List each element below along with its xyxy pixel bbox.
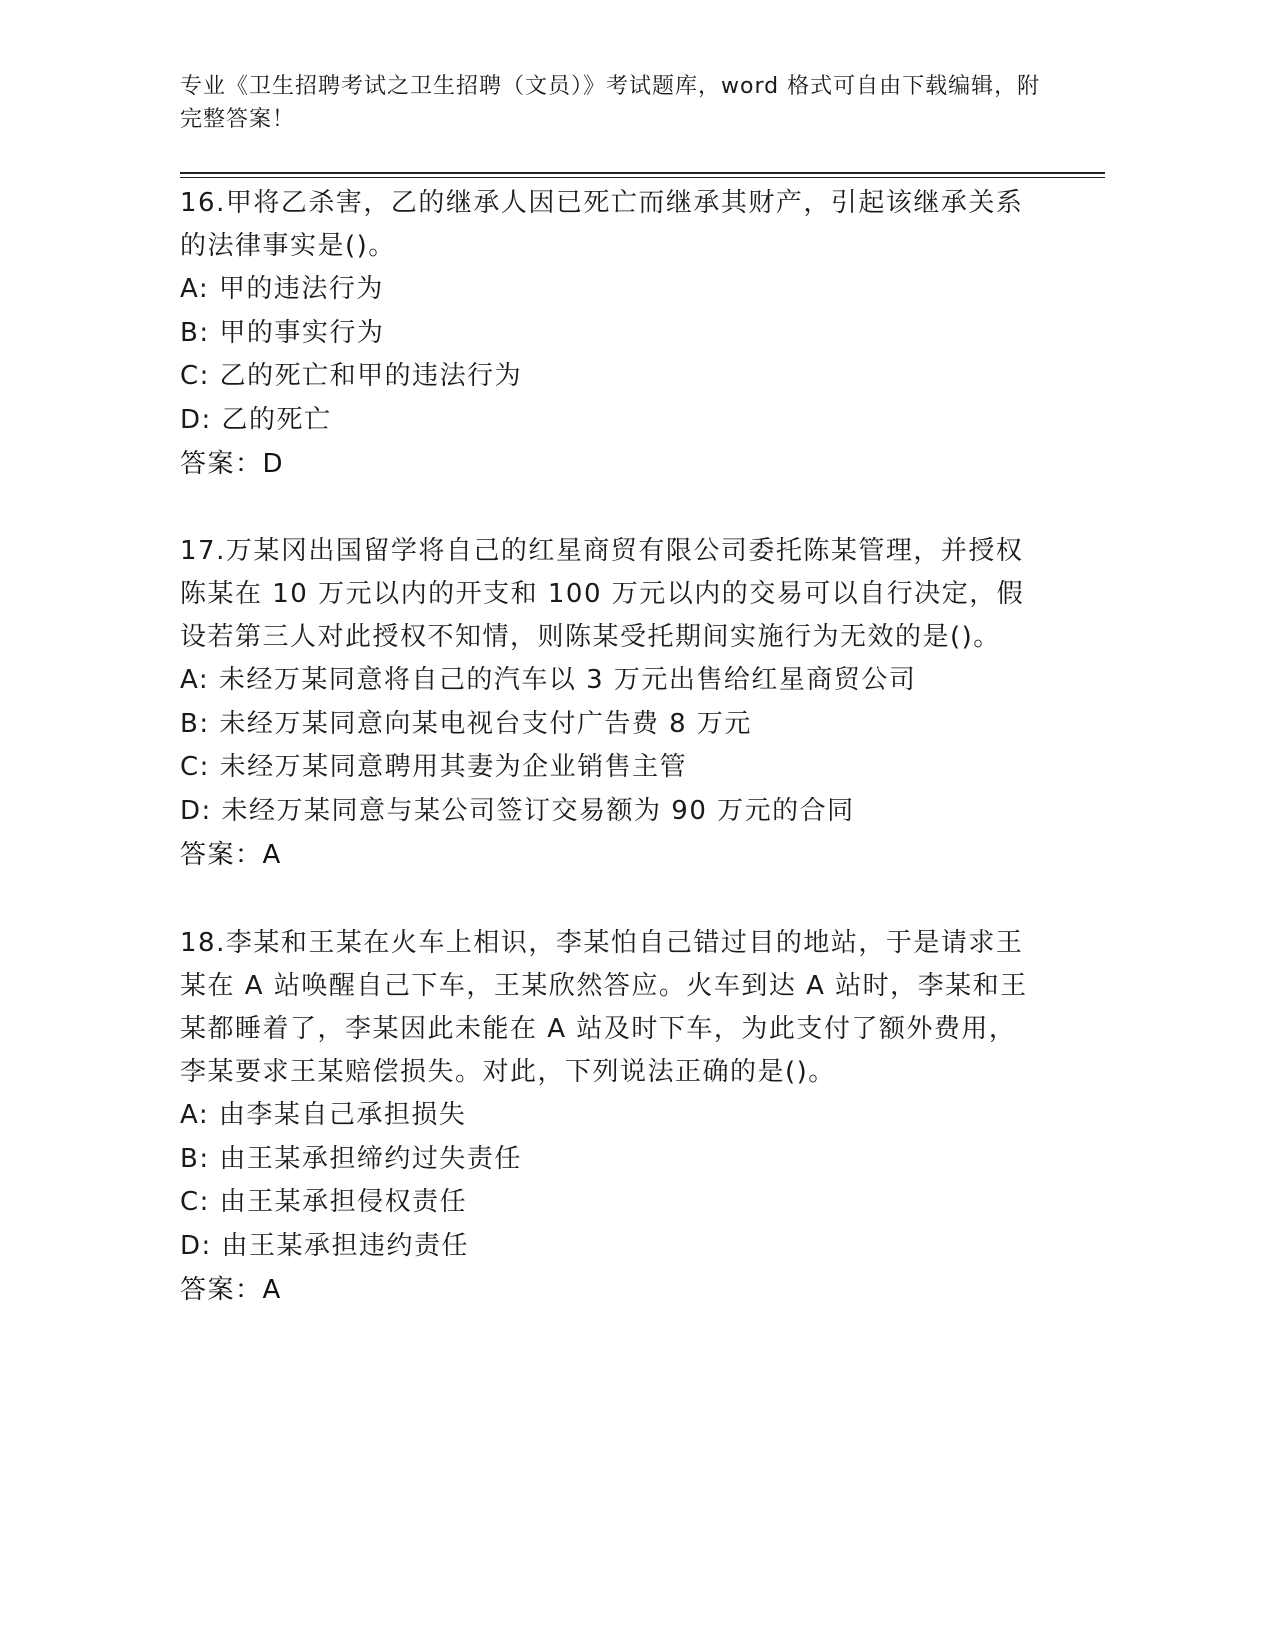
- question-stem: 17.万某冈出国留学将自己的红星商贸有限公司委托陈某管理，并授权陈某在 10 万元以内的开支和 100 万元以内的交易可以自行决定，假设若第三人对此授权不知情，则陈某受托期间实施行为无效的是()。: [180, 536, 1025, 652]
- question-stem: 16.甲将乙杀害，乙的继承人因已死亡而继承其财产，引起该继承关系的法律事实是()。: [180, 188, 1024, 261]
- option-d: D: 未经万某同意与某公司签订交易额为 90 万元的合同: [180, 795, 855, 826]
- option-b: B: 未经万某同意向某电视台支付广告费 8 万元: [180, 708, 752, 739]
- question-17: [180, 530, 1040, 877]
- answer: 答案：A: [180, 840, 282, 870]
- option-a: A: 由李某自己承担损失: [180, 1100, 467, 1130]
- question-stem: 18.李某和王某在火车上相识，李某怕自己错过目的地站，于是请求王某在 A 站唤醒自己下车，王某欣然答应。火车到达 A 站时，李某和王某都睡着了，李某因此未能在 A 站及时下车，为此支付了额外费用，李某要求王某赔偿损失。对此，下列说法正确的是()。: [180, 928, 1028, 1087]
- option-c: C: 由王某承担侵权责任: [180, 1187, 468, 1217]
- option-a: A: 甲的违法行为: [180, 274, 384, 304]
- option-b: B: 由王某承担缔约过失责任: [180, 1143, 522, 1174]
- option-c: C: 乙的死亡和甲的违法行为: [180, 361, 523, 391]
- option-d: D: 由王某承担违约责任: [180, 1230, 470, 1261]
- answer: 答案：A: [180, 1275, 282, 1305]
- option-a: A: 未经万某同意将自己的汽车以 3 万元出售给红星商贸公司: [180, 665, 917, 695]
- page-header: 专业《卫生招聘考试之卫生招聘（文员）》考试题库，word 格式可自由下载编辑，附完整答案！: [180, 74, 1041, 132]
- option-d: D: 乙的死亡: [180, 404, 332, 435]
- option-c: C: 未经万某同意聘用其妻为企业销售主管: [180, 752, 688, 782]
- option-b: B: 甲的事实行为: [180, 317, 385, 348]
- question-16: [180, 182, 1040, 486]
- header-divider: [180, 172, 1105, 178]
- question-18: [180, 922, 1040, 1312]
- answer: 答案：D: [180, 449, 285, 479]
